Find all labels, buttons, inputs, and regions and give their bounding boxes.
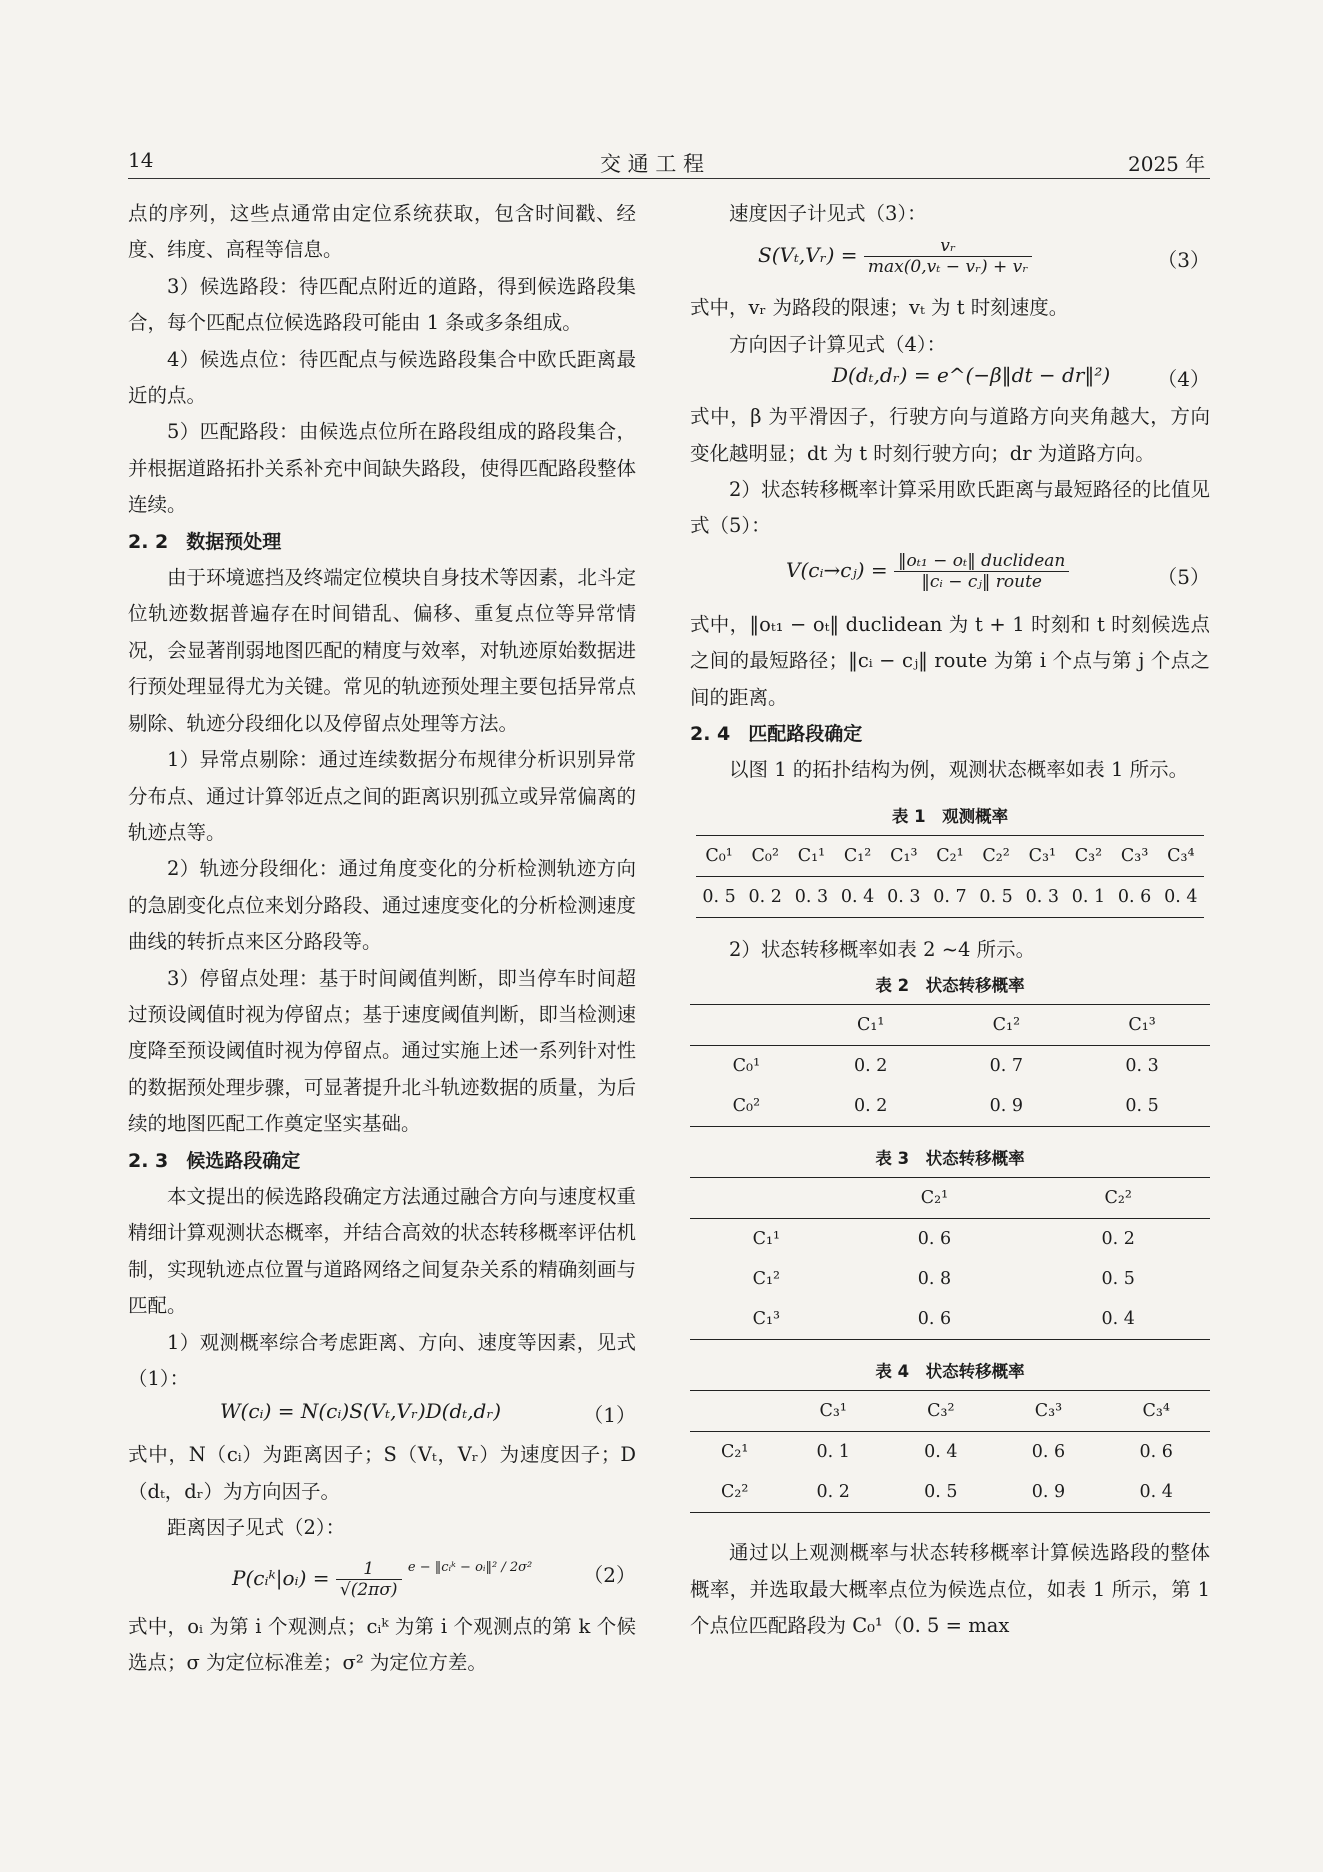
table-header-cell: C₃⁴ <box>1167 845 1195 866</box>
table-row-label: C₁³ <box>752 1309 781 1330</box>
table-2 <box>690 1004 1210 1127</box>
paragraph: 通过以上观测概率与状态转移概率计算候选路段的整体概率，并选取最大概率点位为候选点位，如表 1 所示，第 1 个点位匹配路段为 C₀¹（0. 5 = max <box>690 1541 1210 1638</box>
table-row-label: C₁¹ <box>752 1229 781 1250</box>
table-cell: 0. 6 <box>1031 1442 1066 1463</box>
table-cell: 0. 4 <box>924 1442 958 1463</box>
table-row <box>690 1472 1210 1513</box>
table-header-cell: C₂¹ <box>936 845 964 866</box>
paragraph: 2）状态转移概率如表 2 ~4 所示。 <box>729 937 1036 961</box>
table-header-cell: C₃¹ <box>819 1401 847 1422</box>
paragraph: 2）状态转移概率计算采用欧氏距离与最短路径的比值见式（5）： <box>690 478 1210 538</box>
paragraph: 3）停留点处理：基于时间阈值判断，即当停车时间超过预设阈值时视为停留点；基于速度阈值判断，即当检测速度降至预设阈值时视为停留点。通过实施上述一系列针对性的数据预处理步骤，可显著提升北斗轨迹数据的质量，为后续的地图匹配工作奠定坚实基础。 <box>128 966 636 1136</box>
table-cell: 0. 4 <box>1139 1482 1173 1503</box>
equation-2: P(cᵢᵏ|oᵢ) = $\frac{1}{√(2\pi\sigma)}$ $^{e - ‖cᵢᵏ - oᵢ‖^2 / 2\sigma^2}$ （2） <box>232 1558 636 1600</box>
table-cell: 0. 2 <box>816 1482 850 1503</box>
table-header-cell: C₃² <box>1074 845 1103 866</box>
section-heading-2-2: 2. 2 数据预处理 <box>128 530 282 553</box>
table-cell: 0. 2 <box>1101 1229 1135 1250</box>
table-3 <box>690 1177 1210 1340</box>
table-cell: 0. 2 <box>853 1056 888 1077</box>
paragraph: 4）候选点位：待匹配点与候选路段集合中欧氏距离最近的点。 <box>128 347 636 408</box>
table-cell: 0. 5 <box>702 886 736 907</box>
table-header-cell: C₂² <box>1104 1188 1132 1209</box>
table-corner-cell <box>690 1391 779 1432</box>
table-row <box>690 1219 1210 1260</box>
table-header-cell: C₁¹ <box>856 1015 885 1036</box>
table-row-label: C₀¹ <box>732 1056 761 1077</box>
table-row <box>696 876 1204 917</box>
table-header-cell: C₃² <box>927 1401 955 1422</box>
table-4-caption: 表 4 状态转移概率 <box>875 1362 1025 1382</box>
table-cell: 0. 3 <box>794 886 829 907</box>
table-4 <box>690 1390 1210 1513</box>
table-cell: 0. 9 <box>989 1096 1024 1117</box>
paragraph: 1）异常点剔除：通过连续数据分布规律分析识别异常分布点、通过计算邻近点之间的距离识别孤立或异常偏离的轨迹点等。 <box>128 748 636 844</box>
paragraph: 1）观测概率综合考虑距离、方向、速度等因素，见式（1）： <box>128 1330 636 1390</box>
table-row <box>690 1259 1210 1299</box>
paragraph: 式中，vᵣ 为路段的限速；vₜ 为 t 时刻速度。 <box>690 296 1069 320</box>
paragraph: 式中，β 为平滑因子，行驶方向与道路方向夹角越大，方向变化越明显；dt 为 t 时刻行驶方向；dr 为道路方向。 <box>690 405 1210 465</box>
table-header-cell: C₂¹ <box>920 1188 949 1209</box>
paragraph: 3）候选路段：待匹配点附近的道路，得到候选路段集合，每个匹配点位候选路段可能由 1 条或多条组成。 <box>128 274 636 335</box>
table-row <box>690 1086 1210 1127</box>
table-header-cell: C₀¹ <box>705 845 733 866</box>
table-row-label: C₂² <box>721 1482 749 1503</box>
paragraph: 5）匹配路段：由候选点位所在路段组成的路段集合，并根据道路拓扑关系补充中间缺失路段，使得匹配路段整体连续。 <box>128 420 636 517</box>
table-header-cell: C₃³ <box>1034 1401 1063 1422</box>
table-cell: 0. 4 <box>1164 886 1198 907</box>
paragraph: 速度因子计见式（3）： <box>729 202 927 225</box>
table-row-label: C₂¹ <box>721 1442 749 1463</box>
section-heading-2-4: 2. 4 匹配路段确定 <box>690 723 863 746</box>
table-cell: 0. 5 <box>979 886 1013 907</box>
table-row-label: C₁² <box>752 1269 781 1290</box>
section-heading-2-3: 2. 3 候选路段确定 <box>128 1149 301 1172</box>
table-cell: 0. 4 <box>1101 1309 1135 1330</box>
table-1-caption: 表 1 观测概率 <box>891 806 1009 826</box>
table-cell: 0. 1 <box>1071 886 1106 907</box>
table-cell: 0. 5 <box>1125 1096 1159 1117</box>
table-header-cell: C₃³ <box>1120 845 1149 866</box>
table-cell: 0. 9 <box>1031 1482 1066 1503</box>
table-cell: 0. 3 <box>1025 886 1059 907</box>
table-row <box>690 1299 1210 1340</box>
table-header-cell: C₀² <box>751 845 779 866</box>
table-header-cell: C₁³ <box>1128 1015 1156 1036</box>
paragraph: 由于环境遮挡及终端定位模块自身技术等因素，北斗定位轨迹数据普遍存在时间错乱、偏移、重复点位等异常情况，会显著削弱地图匹配的精度与效率，对轨迹原始数据进行预处理显得尤为关键。常见的轨迹预处理主要包括异常点剔除、轨迹分段细化以及停留点处理等方法。 <box>128 566 636 735</box>
page-number: 14 <box>128 148 154 172</box>
table-header-cell: C₁² <box>843 845 872 866</box>
table-row <box>690 1046 1210 1087</box>
table-header-cell: C₂² <box>982 845 1010 866</box>
table-cell: 0. 5 <box>924 1482 958 1503</box>
table-cell: 0. 6 <box>1117 886 1152 907</box>
table-header-cell: C₁² <box>992 1015 1021 1036</box>
table-cell: 0. 1 <box>816 1442 850 1463</box>
table-cell: 0. 6 <box>1139 1442 1173 1463</box>
table-2-caption: 表 2 状态转移概率 <box>875 976 1025 996</box>
table-cell: 0. 2 <box>853 1096 888 1117</box>
right-column <box>690 196 1210 1645</box>
left-column <box>128 196 636 1681</box>
table-header-cell: C₃⁴ <box>1142 1401 1170 1422</box>
table-cell: 0. 7 <box>989 1056 1024 1077</box>
table-cell: 0. 7 <box>933 886 967 907</box>
table-cell: 0. 4 <box>840 886 875 907</box>
paragraph: 距离因子见式（2）： <box>167 1516 346 1540</box>
table-header-cell: C₁³ <box>890 845 918 866</box>
equation-4: D(dₜ,dᵣ) = e^(−β‖dt − dr‖²) （4） <box>832 363 1210 392</box>
paragraph: 式中，oᵢ 为第 i 个观测点；cᵢᵏ 为第 i 个观测点的第 k 个候选点；σ 为定位标准差；σ² 为定位方差。 <box>128 1614 636 1675</box>
issue-year: 2025 年 <box>1128 152 1206 176</box>
equation-3: S(Vₜ,Vᵣ) = $\frac{\text{vᵣ}}{\text{max(0,vₜ − vᵣ) + vᵣ}}$ （3） <box>758 236 1210 278</box>
paragraph: 点的序列，这些点通常由定位系统获取，包含时间戳、经度、纬度、高程等信息。 <box>128 202 636 262</box>
paragraph: 以图 1 的拓扑结构为例，观测状态概率如表 1 所示。 <box>729 758 1189 782</box>
table-cell: 0. 5 <box>1101 1269 1135 1290</box>
table-header-cell: C₃¹ <box>1028 845 1056 866</box>
table-header-cell: C₁¹ <box>797 845 826 866</box>
paragraph: 式中，N（cᵢ）为距离因子；S（Vₜ，Vᵣ）为速度因子；D（dₜ，dᵣ）为方向因子。 <box>128 1443 636 1503</box>
paragraph: 式中，‖oₜ₁ − oₜ‖ duclidean 为 t + 1 时刻和 t 时刻候选点之间的最短路径；‖cᵢ − cⱼ‖ route 为第 i 个点与第 j 个点之间的距离。 <box>690 612 1210 709</box>
table-cell: 0. 6 <box>917 1229 952 1250</box>
table-1 <box>696 835 1204 918</box>
table-cell: 0. 6 <box>917 1309 952 1330</box>
journal-title: 交 通 工 程 <box>600 152 705 176</box>
header-rule <box>128 178 1210 179</box>
table-3-caption: 表 3 状态转移概率 <box>875 1149 1025 1169</box>
table-cell: 0. 2 <box>748 886 782 907</box>
table-cell: 0. 8 <box>917 1269 952 1290</box>
equation-1: W(cᵢ) = N(cᵢ)S(Vₜ,Vᵣ)D(dₜ,dᵣ) （1） <box>220 1399 636 1428</box>
table-cell: 0. 3 <box>1125 1056 1159 1077</box>
table-corner-cell <box>690 1178 843 1219</box>
equation-5: V(cᵢ→cⱼ) = $\frac{\text{‖oₜ₁ − oₜ‖ duclidean}}{\text{‖cᵢ − cⱼ‖ route}}$ （5） <box>786 550 1210 592</box>
table-row <box>690 1432 1210 1473</box>
table-cell: 0. 3 <box>887 886 921 907</box>
paragraph: 2）轨迹分段细化：通过角度变化的分析检测轨迹方向的急剧变化点位来划分路段、通过速度变化的分析检测速度曲线的转折点来区分路段等。 <box>128 857 636 954</box>
table-corner-cell <box>690 1005 803 1046</box>
paragraph: 方向因子计算见式（4）： <box>729 332 947 356</box>
table-row-label: C₀² <box>732 1096 761 1117</box>
paragraph: 本文提出的候选路段确定方法通过融合方向与速度权重精细计算观测状态概率，并结合高效的状态转移概率评估机制，实现轨迹点位置与道路网络之间复杂关系的精确刻画与匹配。 <box>128 1184 636 1318</box>
